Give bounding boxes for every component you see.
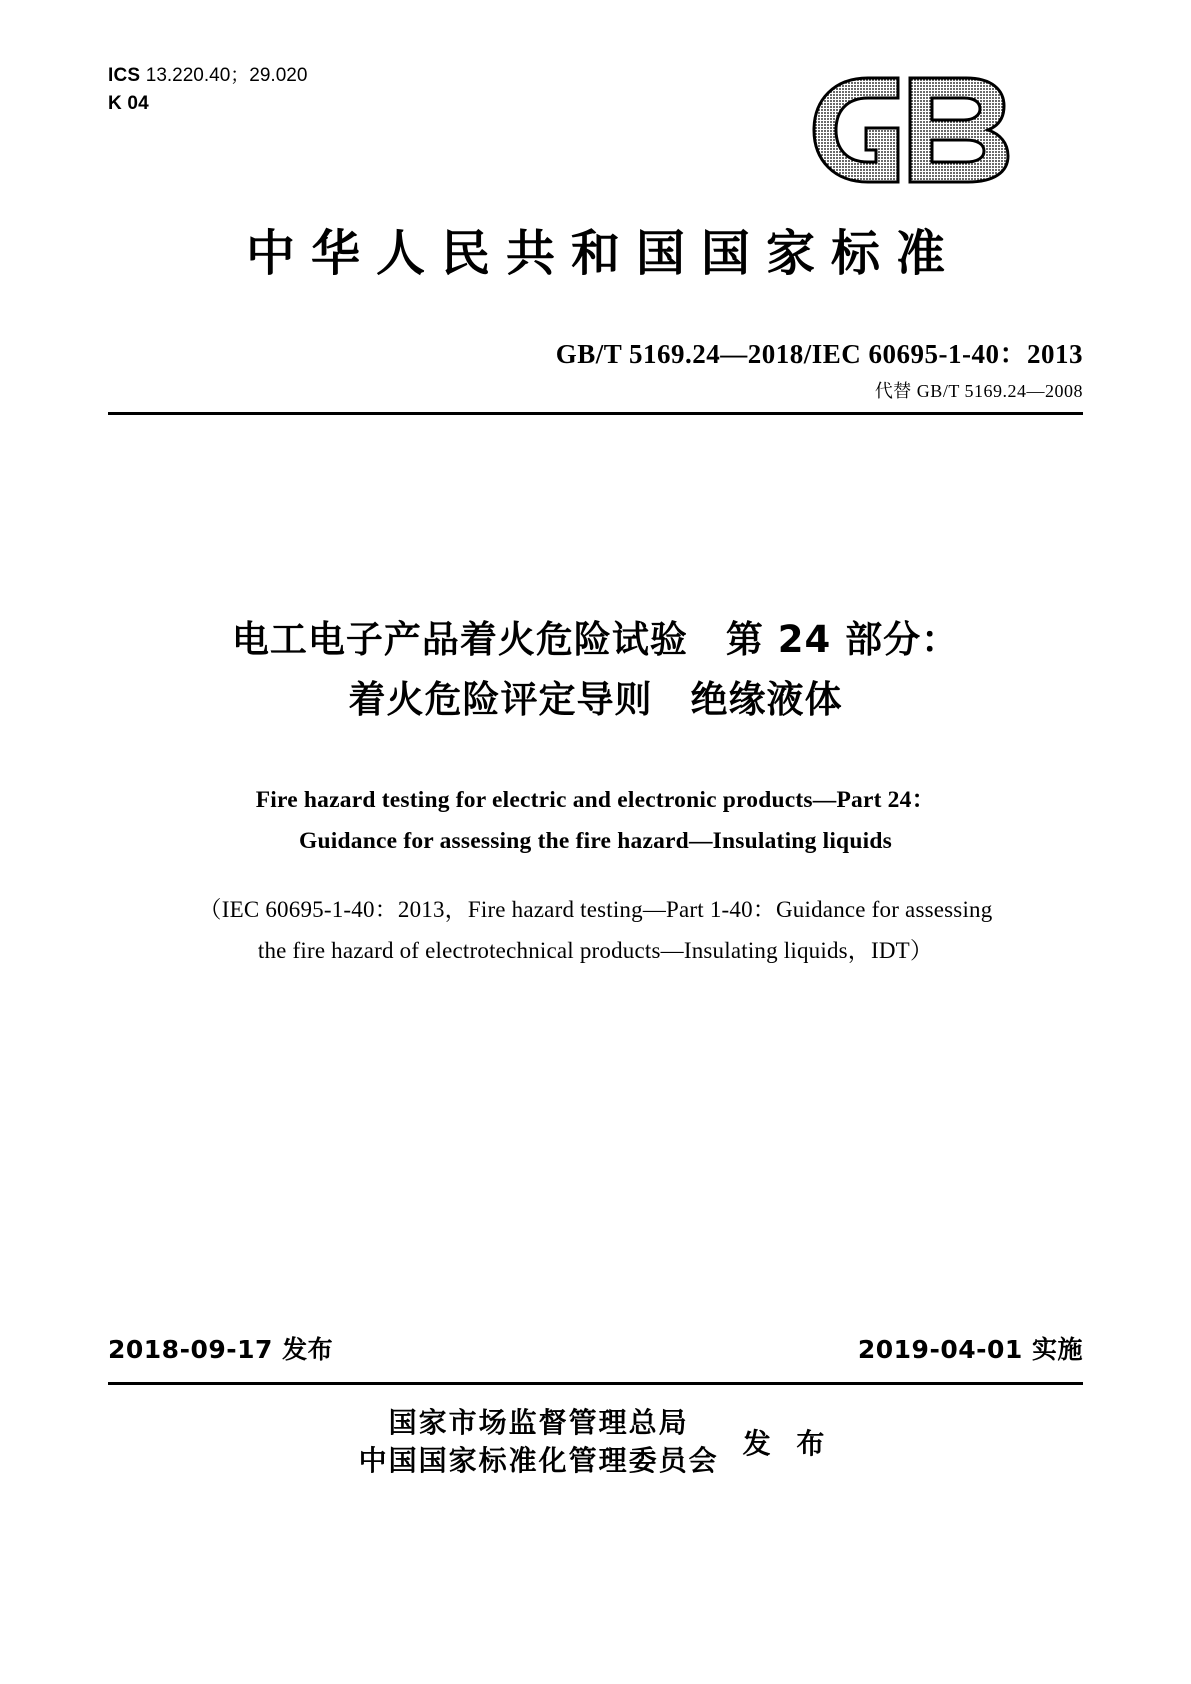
national-standard-title: 中华人民共和国国家标准 bbox=[245, 225, 961, 282]
publisher-line1: 国家市场监督管理总局 bbox=[388, 1406, 689, 1439]
publisher-block bbox=[0, 1404, 1191, 1480]
ics-block bbox=[108, 62, 307, 117]
divider-top bbox=[108, 412, 1083, 415]
standard-number-block bbox=[556, 332, 1083, 403]
classification-line bbox=[108, 90, 307, 118]
classification-label: K bbox=[108, 92, 122, 114]
publisher-issue-word: 发 布 bbox=[742, 1426, 833, 1460]
issue-date: 2018-09-17 发布 bbox=[108, 1335, 334, 1364]
title-chinese bbox=[108, 610, 1083, 730]
standard-number: GB/T 5169.24—2018/IEC 60695-1-40：2013 bbox=[555, 339, 1083, 369]
iec-note-line2: the fire hazard of electrotechnical products—Insulating liquids，IDT） bbox=[257, 937, 934, 963]
ics-value: 13.220.40；29.020 bbox=[145, 65, 308, 86]
title-chinese-line2: 着火危险评定导则 绝缘液体 bbox=[348, 677, 843, 721]
ics-line bbox=[108, 62, 307, 90]
title-chinese-line1: 电工电子产品着火危险试验 第 24 部分： bbox=[231, 618, 960, 661]
standard-replaces: 代替 GB/T 5169.24—2008 bbox=[874, 381, 1083, 401]
ics-label: ICS bbox=[108, 65, 141, 86]
date-row bbox=[108, 1330, 1083, 1366]
gb-logo-icon bbox=[806, 70, 1036, 190]
divider-bottom bbox=[108, 1382, 1083, 1385]
title-english-line1: Fire hazard testing for electric and electronic products—Part 24： bbox=[255, 787, 936, 813]
title-english-line2: Guidance for assessing the fire hazard—Insulating liquids bbox=[299, 828, 892, 855]
title-english bbox=[130, 780, 1061, 862]
iec-note-line1: （IEC 60695-1-40：2013，Fire hazard testing—Part 1-40：Guidance for assessing bbox=[198, 897, 993, 922]
publisher-names bbox=[359, 1404, 719, 1480]
iec-correspondence-note bbox=[112, 890, 1079, 972]
effective-date: 2019-04-01 实施 bbox=[857, 1335, 1083, 1364]
classification-value: 04 bbox=[127, 92, 149, 114]
publisher-line2: 中国国家标准化管理委员会 bbox=[358, 1443, 719, 1477]
